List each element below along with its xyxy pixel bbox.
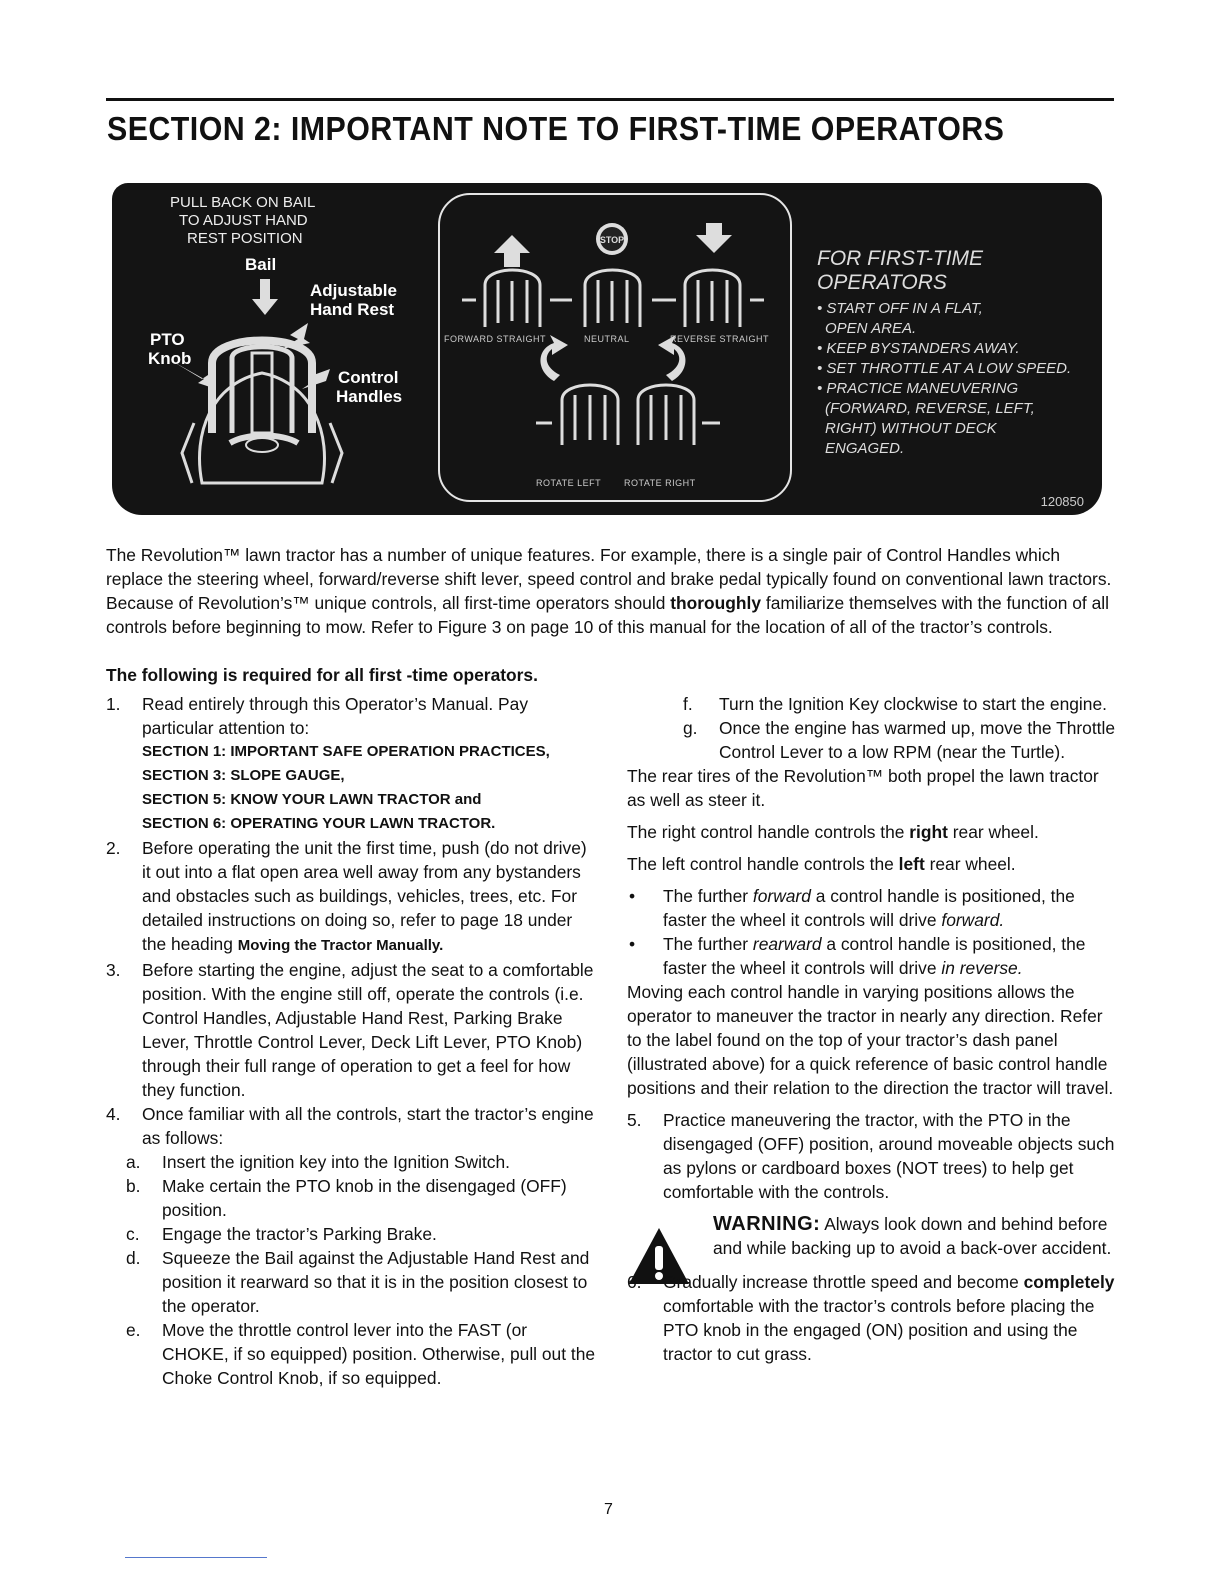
knob-label: Knob (148, 349, 192, 368)
sub-letter: b. (126, 1176, 141, 1196)
first-item-3: • KEEP BYSTANDERS AWAY. (817, 340, 1020, 357)
text-run: The left control handle controls the (627, 854, 899, 874)
sub-item (106, 1174, 598, 1222)
bullet-item (627, 884, 1119, 932)
left-handle-paragraph (627, 852, 1119, 876)
text-run: The further (663, 934, 753, 954)
pull-back-line-2: TO ADJUST HAND (179, 212, 308, 229)
sub-text: Engage the tractor’s Parking Brake. (162, 1224, 437, 1244)
intro-bold: thoroughly (670, 593, 762, 613)
right-column (627, 692, 1119, 1366)
hand-rest-label: Hand Rest (310, 300, 395, 319)
sub-item (627, 692, 1119, 716)
first-item-2: OPEN AREA. (825, 320, 917, 337)
sub-text: Insert the ignition key into the Ignition Switch. (162, 1152, 511, 1172)
intro-text-1: The Revolution™ lawn tractor has a number of unique features. For example, there is a single pair of Control Handles which replace the steering wheel, forward/reverse shift lever, speed control and brake pedal typically found on conventional lawn tractors. Because of Revolution’s™ unique controls, all first-time operators should (106, 545, 1112, 613)
text-run: comfortable with the tractor’s controls before placing the PTO knob in the engaged (ON) position and using the tractor to cut grass. (663, 1296, 1095, 1364)
item-bold-ref: Moving the Tractor Manually. (237, 937, 444, 954)
direction-icons (440, 195, 786, 495)
item-text: Practice maneuvering the tractor, with the PTO in the disengaged (OFF) position, around moveable objects such as pylons or cardboard boxes (NOT trees) to help get comfortable with the controls. (663, 1110, 1115, 1202)
sub-letter: e. (126, 1320, 141, 1340)
bail-label: Bail (245, 255, 277, 274)
forward-straight-caption: FORWARD STRAIGHT (444, 334, 546, 344)
first-time-title-2: OPERATORS (817, 271, 947, 294)
pto-label: PTO (150, 330, 185, 349)
handles-label: Handles (336, 387, 403, 406)
warning-box (627, 1212, 1119, 1260)
first-item-6: (FORWARD, REVERSE, LEFT, (825, 400, 1035, 417)
first-time-operators-box (817, 247, 1097, 459)
item-text: Once familiar with all the controls, start the tractor’s engine as follows: (142, 1104, 594, 1148)
sub-item (627, 716, 1119, 764)
sub-item (106, 1246, 598, 1318)
text-bold: right (909, 822, 948, 842)
sub-text: Make certain the PTO knob in the disengaged (OFF) position. (162, 1176, 567, 1220)
pull-back-line-1: PULL BACK ON BAIL (170, 194, 316, 211)
warning-label: WARNING: (713, 1213, 821, 1235)
text-italic: rearward (752, 934, 822, 954)
item-number: 5. (627, 1110, 642, 1130)
item-number: 6. (627, 1272, 642, 1292)
direction-panel (438, 193, 792, 502)
control-label: Control (338, 368, 399, 387)
list-item (106, 692, 598, 836)
sub-text: Turn the Ignition Key clockwise to start the engine. (719, 694, 1107, 714)
first-item-5: • PRACTICE MANEUVERING (817, 380, 1019, 397)
pull-back-line-3: REST POSITION (187, 230, 303, 247)
item-text: Before starting the engine, adjust the seat to a comfortable position. With the engine still off, operate the controls (i.e. Control Handles, Adjustable Hand Rest, Parking Brake Lever, Throttle Control Lever, Deck Lift Lever, PTO Knob) through their full range of operation to get a feel for how they function. (142, 960, 594, 1100)
sub-letter: c. (126, 1224, 140, 1244)
text-run: Gradually increase throttle speed and become (663, 1272, 1024, 1292)
text-italic: forward. (941, 910, 1005, 930)
first-item-1: • START OFF IN A FLAT, (817, 300, 983, 317)
bullet-mark: • (629, 886, 636, 906)
text-bold: left (898, 854, 925, 874)
text-bold: completely (1023, 1272, 1115, 1292)
list-item (627, 1108, 1119, 1204)
first-item-8: ENGAGED. (825, 440, 905, 457)
sub-letter: g. (683, 718, 698, 738)
sub-item (106, 1318, 598, 1390)
page-number: 7 (604, 1501, 613, 1518)
stop-sign-text: STOP (599, 235, 625, 245)
tractor-handles-illustration (112, 183, 442, 513)
section-title: SECTION 2: IMPORTANT NOTE TO FIRST-TIME OPERATORS (107, 110, 1005, 147)
list-item (106, 958, 598, 1102)
item-text: Read entirely through this Operator’s Manual. Pay particular attention to: (142, 694, 529, 738)
neutral-caption: NEUTRAL (584, 334, 630, 344)
footer-rule (125, 1557, 267, 1558)
list-item (106, 1102, 598, 1150)
bullet-mark: • (629, 934, 636, 954)
sub-letter: d. (126, 1248, 141, 1268)
item-number: 4. (106, 1104, 121, 1124)
intro-paragraph (106, 543, 1116, 639)
text-italic: in reverse. (941, 958, 1023, 978)
adjustable-label: Adjustable (310, 281, 397, 300)
bullet-item (627, 932, 1119, 980)
list-item (627, 1270, 1119, 1366)
section-ref-6: SECTION 6: OPERATING YOUR LAWN TRACTOR. (142, 815, 496, 832)
intro-text-2: familiarize themselves with the function of all controls before beginning to mow. Refer to Figure 3 on page 10 of this manual for the location of all of the tractor’s controls. (106, 593, 1109, 637)
sub-text: Once the engine has warmed up, move the Throttle Control Lever to a low RPM (near the Turtle). (719, 718, 1116, 762)
first-time-title-1: FOR FIRST-TIME (817, 247, 984, 270)
rotate-right-caption: ROTATE RIGHT (624, 478, 696, 488)
part-number: 120850 (1040, 494, 1084, 509)
item-number: 1. (106, 694, 121, 714)
right-handle-paragraph (627, 820, 1119, 844)
text-run: The further (663, 886, 753, 906)
item-number: 3. (106, 960, 121, 980)
sub-text: Squeeze the Bail against the Adjustable Hand Rest and position it rearward so that it is in the position closest to the operator. (162, 1248, 590, 1316)
reverse-straight-caption: REVERSE STRAIGHT (670, 334, 770, 344)
sub-item (106, 1150, 598, 1174)
item-text: Before operating the unit the first time, push (do not drive) it out into a flat open area well away from any bystanders and obstacles such as buildings, vehicles, trees, etc. For detailed instructions on doing so, refer to page 18 under the heading (142, 838, 587, 954)
section-ref-3: SECTION 3: SLOPE GAUGE, (142, 767, 345, 784)
control-decal (112, 183, 1102, 515)
sub-letter: a. (126, 1152, 141, 1172)
section-ref-5: SECTION 5: KNOW YOUR LAWN TRACTOR and (142, 791, 482, 808)
text-italic: forward (752, 886, 811, 906)
section-ref-1: SECTION 1: IMPORTANT SAFE OPERATION PRACTICES, (142, 743, 550, 760)
text-run: The right control handle controls the (627, 822, 910, 842)
rear-tires-paragraph: The rear tires of the Revolution™ both propel the lawn tractor as well as steer it. (627, 766, 1099, 810)
first-item-7: RIGHT) WITHOUT DECK (825, 420, 997, 437)
list-item (106, 836, 598, 958)
warning-text: Always look down and behind before and while backing up to avoid a back-over accident. (713, 1214, 1112, 1258)
left-column (106, 692, 598, 1390)
rotate-left-caption: ROTATE LEFT (536, 478, 602, 488)
text-run: rear wheel. (924, 854, 1016, 874)
text-run: a control handle is positioned, the faster the wheel it controls will drive (663, 934, 1086, 978)
first-item-4: • SET THROTTLE AT A LOW SPEED. (817, 360, 1072, 377)
item-number: 2. (106, 838, 121, 858)
maneuver-paragraph: Moving each control handle in varying positions allows the operator to maneuver the tractor in nearly any direction. Refer to the label found on the top of your tractor’s dash panel (illustrated above) for a quick reference of basic control handle positions and their relation to the direction the tractor will travel. (627, 982, 1114, 1098)
sub-text: Move the throttle control lever into the FAST (or CHOKE, if so equipped) position. Otherwise, pull out the Choke Control Knob, if so equipped. (162, 1320, 596, 1388)
text-run: rear wheel. (947, 822, 1039, 842)
text-run: a control handle is positioned, the faster the wheel it controls will drive (663, 886, 1075, 930)
header-rule (106, 98, 1114, 101)
sub-item (106, 1222, 598, 1246)
sub-letter: f. (683, 694, 693, 714)
required-heading: The following is required for all first -time operators. (106, 665, 538, 685)
